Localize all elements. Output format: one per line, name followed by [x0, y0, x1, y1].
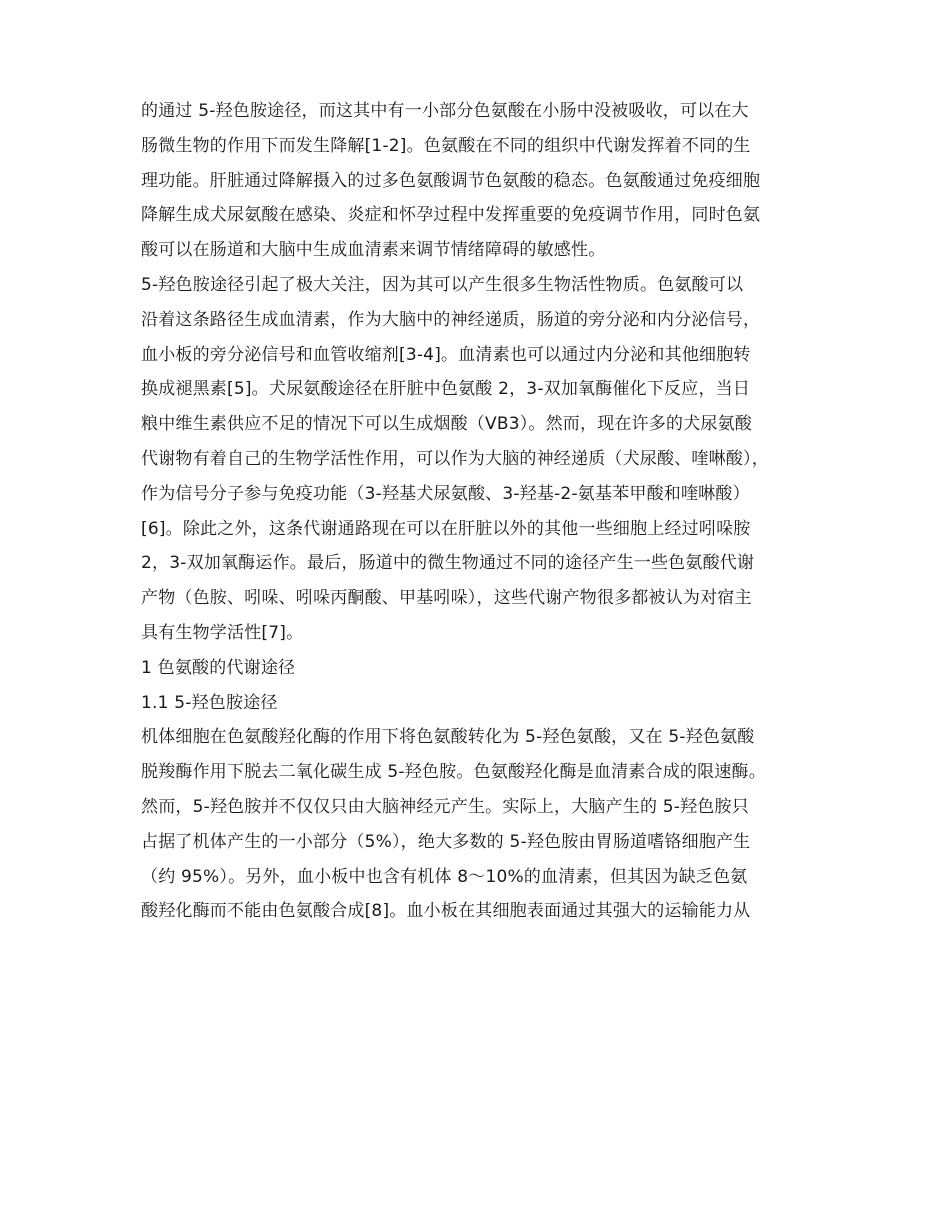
document-body [141, 94, 841, 929]
text-line: 然而，5-羟色胺并不仅仅只由大脑神经元产生。实际上，大脑产生的 5-羟色胺只 [141, 796, 749, 817]
text-line: 机体细胞在色氨酸羟化酶的作用下将色氨酸转化为 5-羟色氨酸，又在 5-羟色氨酸 [141, 727, 755, 748]
text-line: 换成褪黑素[5]。犬尿氨酸途径在肝脏中色氨酸 2，3-双加氧酶催化下反应，当日 [141, 379, 751, 400]
text-line: 代谢物有着自己的生物学活性作用，可以作为大脑的神经递质（犬尿酸、喹啉酸）， [141, 448, 769, 469]
text-line: 脱羧酶作用下脱去二氧化碳生成 5-羟色胺。色氨酸羟化酶是血清素合成的限速酶。 [141, 762, 766, 783]
text-line: 降解生成犬尿氨酸在感染、炎症和怀孕过程中发挥重要的免疫调节作用，同时色氨 [141, 205, 761, 226]
text-line: 血小板的旁分泌信号和血管收缩剂[3-4]。血清素也可以通过内分泌和其他细胞转 [141, 344, 751, 365]
text-line: 的通过 5-羟色胺途径，而这其中有一小部分色氨酸在小肠中没被吸收，可以在大 [141, 101, 749, 121]
text-line: 酸可以在肠道和大脑中生成血清素来调节情绪障碍的敏感性。 [141, 240, 606, 261]
text-line: 占据了机体产生的一小部分（5%），绝大多数的 5-羟色胺由胃肠道嗜铬细胞产生 [141, 831, 751, 852]
text-line: 2，3-双加氧酶运作。最后，肠道中的微生物通过不同的途径产生一些色氨酸代谢 [141, 553, 755, 574]
text-line: [6]。除此之外，这条代谢通路现在可以在肝脏以外的其他一些细胞上经过吲哚胺 [141, 518, 751, 539]
section-heading: 1 色氨酸的代谢途径 [141, 657, 296, 678]
text-line: 沿着这条路径生成血清素，作为大脑中的神经递质，肠道的旁分泌和内分泌信号， [141, 309, 761, 330]
text-line: 产物（色胺、吲哚、吲哚丙酮酸、甲基吲哚），这些代谢产物很多都被认为对宿主 [141, 588, 752, 609]
text-line: 5-羟色胺途径引起了极大关注，因为其可以产生很多生物活性物质。色氨酸可以 [141, 274, 744, 295]
text-line: 作为信号分子参与免疫功能（3-羟基犬尿氨酸、3-羟基-2-氨基苯甲酸和喹啉酸） [141, 483, 750, 504]
text-line: 酸羟化酶而不能由色氨酸合成[8]。血小板在其细胞表面通过其强大的运输能力从 [141, 901, 751, 922]
text-line: 具有生物学活性[7]。 [141, 622, 304, 643]
text-line: 粮中维生素供应不足的情况下可以生成烟酸（VB3）。然而，现在许多的犬尿氨酸 [141, 414, 753, 435]
text-line: （约 95%）。另外，血小板中也含有机体 8～10%的血清素，但其因为缺乏色氨 [141, 866, 748, 887]
subsection-heading: 1.1 5-羟色胺途径 [141, 692, 278, 713]
text-line: 肠微生物的作用下而发生降解[1-2]。色氨酸在不同的组织中代谢发挥着不同的生 [141, 135, 751, 156]
text-line: 理功能。肝脏通过降解摄入的过多色氨酸调节色氨酸的稳态。色氨酸通过免疫细胞 [141, 170, 761, 191]
